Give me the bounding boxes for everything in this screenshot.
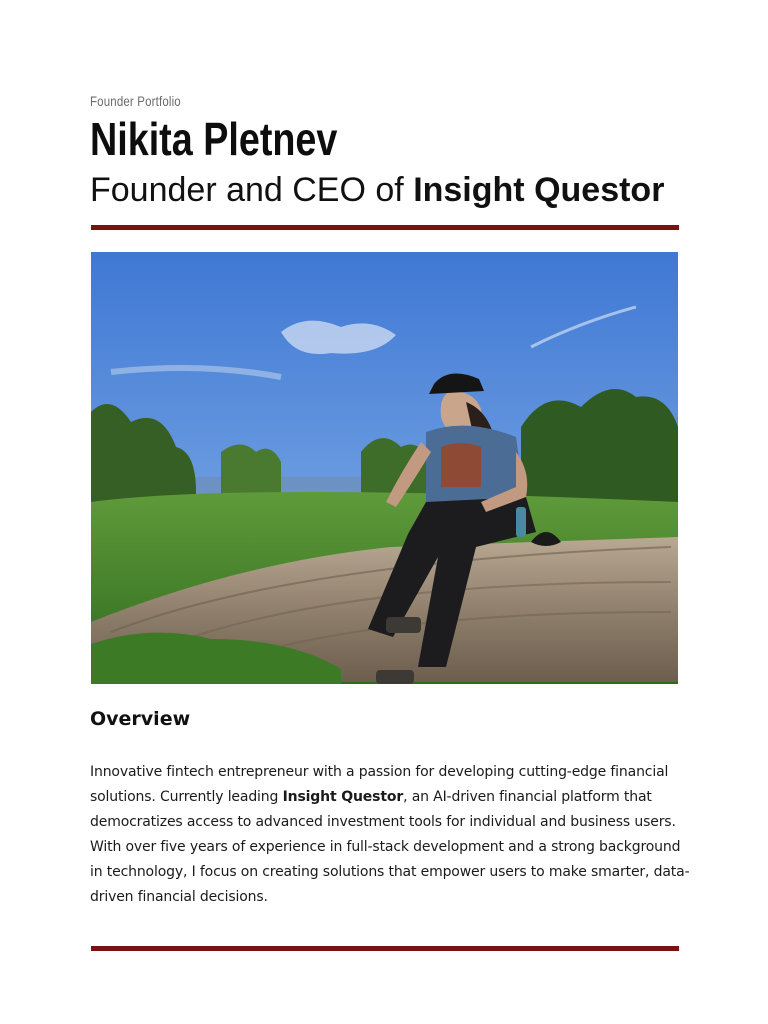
overview-paragraph [90, 760, 690, 910]
subtitle-prefix: Founder and CEO of [90, 171, 414, 209]
founder-photo [91, 252, 678, 684]
subtitle-company: Insight Questor [413, 171, 665, 209]
overview-text-after: , an AI-driven financial platform that democratizes access to advanced investment tools for individual and business users. With over five years of experience in full-stack development and a strong background in technology, I focus on creating solutions that empower users to make smarter, data-driven financial decisions. [90, 789, 690, 905]
overview-heading: Overview [90, 708, 191, 730]
overview-text-before: Innovative fintech entrepreneur with a passion for developing cutting-edge financial solutions. Currently leading [90, 764, 669, 805]
founder-name: Nikita Pletnev [90, 113, 338, 165]
overview-company-name: Insight Questor [282, 789, 404, 805]
eyebrow-label: Founder Portfolio [90, 93, 181, 109]
top-divider [91, 225, 679, 230]
bottom-divider [91, 946, 679, 951]
founder-subtitle [90, 168, 664, 212]
